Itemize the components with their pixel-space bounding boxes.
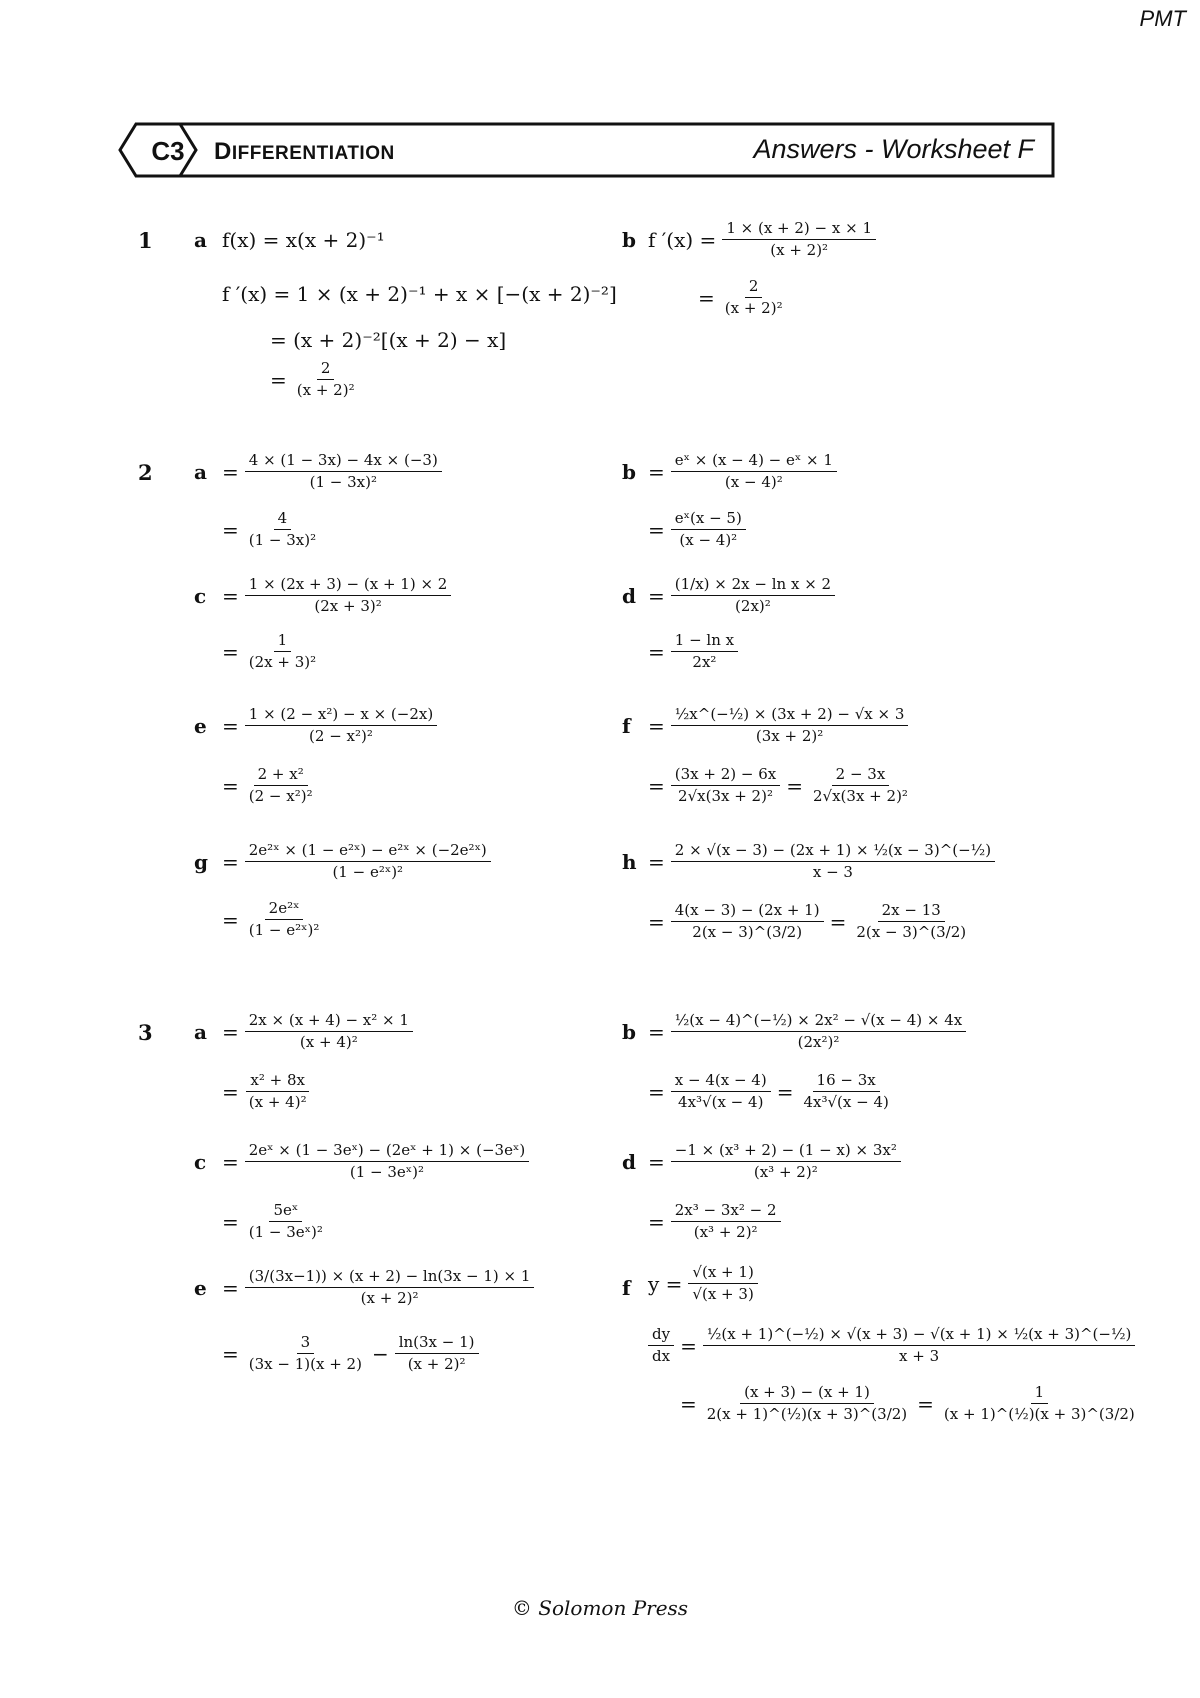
q1a-line4: = $\frac{2}{\text{(x + 2)²}}$ xyxy=(270,359,355,400)
part-2g-label: g xyxy=(194,850,208,874)
part-3d-label: d xyxy=(622,1150,636,1174)
part-3a-label: a xyxy=(194,1020,207,1044)
worksheet-header xyxy=(118,122,1058,182)
part-2f-label: f xyxy=(622,714,631,738)
q1b-line1: f ′(x) = $\frac{1 \times (x + 2) - x \times 1}{\text{(x + 2)²}}$ xyxy=(648,220,876,260)
part-1a-label: a xyxy=(194,228,207,252)
part-2d-label: d xyxy=(622,584,636,608)
worksheet-subtitle: Answers - Worksheet F xyxy=(753,134,1034,164)
q3e-line2: = $\frac{3}{(3x - 1)(x + 2)}$ − $\frac{\ln(3x - 1)}{\text{(x + 2)²}}$ xyxy=(222,1334,479,1374)
q1a-line3: = (x + 2)⁻²[(x + 2) − x] xyxy=(270,328,507,352)
q2e-line1: = $\frac{\text{1 × (2 − x²) − x × (−2x)}}{\text{(2 − x²)²}}$ xyxy=(222,706,437,746)
part-1b-label: b xyxy=(622,228,636,252)
part-3c-label: c xyxy=(194,1150,207,1174)
q3d-line1: = $\frac{\text{−1 × (x³ + 2) − (1 − x) × 3x²}}{\text{(x³ + 2)²}}$ xyxy=(648,1142,901,1182)
part-2a-label: a xyxy=(194,460,207,484)
q2h-line1: = $\frac{\text{2 × √(x − 3) − (2x + 1) × ½(x − 3)\textasciicircum{}(−½)}}{x - 3}$ xyxy=(648,842,995,882)
q3b-line1: = $\frac{\text{½(x − 4)\textasciicircum{}(−½) × 2x² − √(x − 4) × 4x}}{\text{(2x²)²}}$ xyxy=(648,1012,966,1052)
corner-tag: PMT xyxy=(1139,6,1186,31)
q2b-line2: = $\frac{\text{eˣ(x − 5)}}{\text{(x − 4)²}}$ xyxy=(648,510,746,550)
part-2c-label: c xyxy=(194,584,207,608)
q2d-line2: = $\frac{\text{1 − ln x}}{\text{2x²}}$ xyxy=(648,632,738,672)
q3a-line1: = $\frac{\text{2x × (x + 4) − x² × 1}}{\text{(x + 4)²}}$ xyxy=(222,1012,413,1052)
part-2b-label: b xyxy=(622,460,636,484)
q3f-line2: $\frac{dy}{dx}$ = $\frac{\text{½(x + 1)\textasciicircum{}(−½) × √(x + 3) − √(x + 1) × ½(x + 3)\textasciicircum{}(−½)}}{x + 3}$ xyxy=(648,1326,1135,1366)
q3b-line2: = $\frac{x - 4(x - 4)}{\text{4x³√(x − 4)}}$ = $\frac{16 - 3x}{\text{4x³√(x − 4)}}$ xyxy=(648,1071,889,1112)
q2h-line2: = $\frac{4(x - 3) - (2x + 1)}{2(x - 3)\^{}(3/2)}$ = $\frac{2x - 13}{2(x - 3)\^{}(3/2)}$ xyxy=(648,901,967,942)
q3a-line2: = $\frac{\text{x² + 8x}}{\text{(x + 4)²}}$ xyxy=(222,1072,311,1112)
q2g-line1: = $\frac{\text{2e²ˣ × (1 − e²ˣ) − e²ˣ × (−2e²ˣ)}}{\text{(1 − e²ˣ)²}}$ xyxy=(222,842,491,882)
part-3f-label: f xyxy=(622,1276,631,1300)
q3c-line2: = $\frac{\text{5eˣ}}{\text{(1 − 3eˣ)²}}$ xyxy=(222,1201,323,1242)
chapter-title: DIFFERENTIATION xyxy=(214,138,395,165)
q2f-line2: = $\frac{(3x + 2) - 6x}{\text{2√x(3x + 2)²}}$ = $\frac{2 - 3x}{\text{2√x(3x + 2)²}}$ xyxy=(648,765,908,806)
q1a-line1: f(x) = x(x + 2)⁻¹ xyxy=(222,228,385,252)
q1b-line2: = $\frac{2}{\text{(x + 2)²}}$ xyxy=(698,277,783,318)
question-1-number: 1 xyxy=(138,228,153,253)
part-2h-label: h xyxy=(622,850,637,874)
q3d-line2: = $\frac{\text{2x³ − 3x² − 2}}{\text{(x³ + 2)²}}$ xyxy=(648,1202,781,1242)
q3f-line1: y = $\frac{√(x + 1)}{√(x + 3)}$ xyxy=(648,1264,758,1304)
q2e-line2: = $\frac{\text{2 + x²}}{\text{(2 − x²)²}}$ xyxy=(222,765,313,806)
q2d-line1: = $\frac{\text{(1/x) × 2x − ln x × 2}}{\text{(2x)²}}$ xyxy=(648,576,835,616)
q2b-line1: = $\frac{\text{eˣ × (x − 4) − eˣ × 1}}{\text{(x − 4)²}}$ xyxy=(648,452,837,492)
question-2-number: 2 xyxy=(138,460,153,485)
q2c-line2: = $\frac{1}{\text{(2x + 3)²}}$ xyxy=(222,631,317,672)
footer-copyright: © Solomon Press xyxy=(511,1596,689,1620)
part-3e-label: e xyxy=(194,1276,207,1300)
chapter-code: C3 xyxy=(151,136,185,166)
part-2e-label: e xyxy=(194,714,207,738)
q2a-line2: = $\frac{4}{\text{(1 − 3x)²}}$ xyxy=(222,509,317,550)
q2a-line1: = $\frac{4 \times (1 - 3x) - 4x \times (-3)}{\text{(1 − 3x)²}}$ xyxy=(222,452,442,492)
q2f-line1: = $\frac{\text{½x\textasciicircum{}(−½) × (3x + 2) − √x × 3}}{\text{(3x + 2)²}}$ xyxy=(648,706,908,746)
question-3-number: 3 xyxy=(138,1020,153,1045)
q3e-line1: = $\frac{(3/(3x-1)) \times (x + 2) - \ln(3x - 1) \times 1}{\text{(x + 2)²}}$ xyxy=(222,1268,534,1308)
q2c-line1: = $\frac{1 \times (2x + 3) - (x + 1) \times 2}{\text{(2x + 3)²}}$ xyxy=(222,576,451,616)
q1a-line2: f ′(x) = 1 × (x + 2)⁻¹ + x × [−(x + 2)⁻²] xyxy=(222,282,617,306)
q3c-line1: = $\frac{\text{2eˣ × (1 − 3eˣ) − (2eˣ + 1) × (−3eˣ)}}{\text{(1 − 3eˣ)²}}$ xyxy=(222,1142,529,1182)
q3f-line3: = $\frac{(x + 3) - (x + 1)}{\text{2(x + 1)\textasciicircum{}(½)(x + 3)\textasciicircum{}(3/2)}}$ = $\frac{1}{\text{(x + 1)\textasciicircum{}(½)(x + 3)\textasciicircum{}(3/2)}}$ xyxy=(680,1383,1135,1424)
part-3b-label: b xyxy=(622,1020,636,1044)
q2g-line2: = $\frac{\text{2e²ˣ}}{\text{(1 − e²ˣ)²}}$ xyxy=(222,899,320,940)
